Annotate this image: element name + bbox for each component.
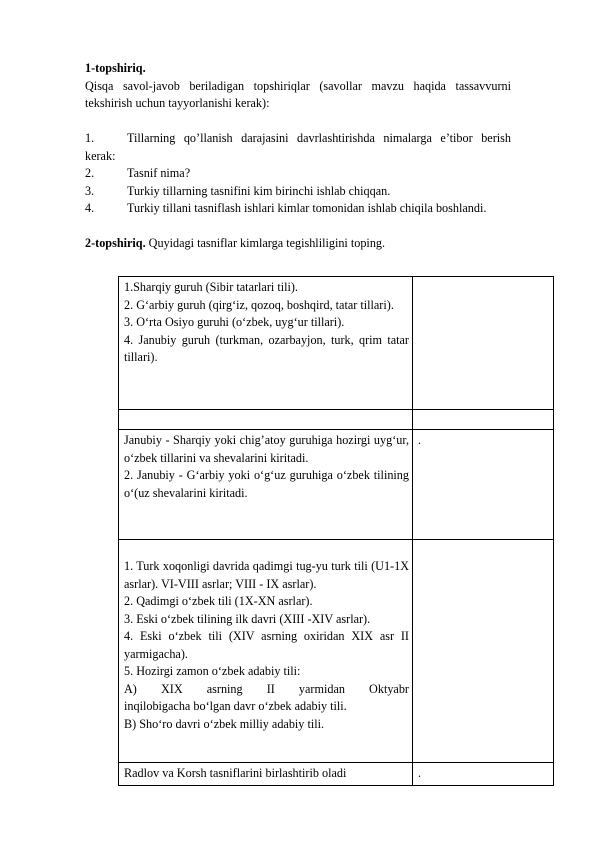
task2-line	[85, 235, 511, 253]
classification-line: inqilobigacha bo‘lgan davr o‘zbek adabiy tili.	[124, 699, 347, 713]
classification-line: B) Sho‘ro davri o‘zbek milliy adabiy tili.	[124, 716, 325, 731]
classification-line: Janubiy - Sharqiy yoki chig’atoy guruhiga hozirgi uyg‘ur, o‘zbek tillarini va shevalarini kiritadi.	[124, 433, 409, 465]
answer-cell[interactable]	[413, 410, 554, 430]
classification-line: 3. O‘rta Osiyo guruhi (o‘zbek, uyg‘ur tillari).	[124, 315, 345, 329]
classification-cell	[119, 540, 413, 763]
question-4	[85, 200, 511, 218]
question-number: 4.	[85, 201, 95, 215]
classification-line: A) XIX asrning II yarmidan Oktyabr	[124, 681, 409, 696]
question-1-continuation: kerak:	[85, 148, 116, 163]
document-page	[85, 60, 511, 253]
empty-cell	[119, 410, 413, 430]
table-row-5	[119, 763, 554, 786]
classification-line: 4. Janubiy guruh (turkman, ozarbayjon, turk, qrim tatar tillari).	[124, 332, 409, 364]
answer-cell[interactable]: .	[413, 763, 554, 786]
table-row-1	[119, 277, 554, 410]
question-number: 1.	[85, 131, 95, 145]
classification-line: 3. Eski o‘zbek tilining ilk davri (XIII -XIV asrlar).	[124, 611, 371, 626]
classification-line: 1.Sharqiy guruh (Sibir tatarlari tili).	[124, 280, 298, 294]
classification-line: 1. Turk xoqonligi davrida qadimgi tug-yu turk tili (U1-1X asrlar). VI-VIII asrlar; VIII - IX asrlar).	[124, 559, 409, 591]
question-text: Tasnif nima?	[127, 166, 191, 180]
question-text: Tillarning qo’llanish darajasini davrlashtirishda nimalarga e’tibor berish	[127, 131, 511, 145]
task2-text: Quyidagi tasniflar kimlarga tegishliligini toping.	[145, 236, 386, 250]
task2-heading: 2-topshiriq.	[85, 236, 146, 250]
question-number: 2.	[85, 166, 95, 180]
table-row-2	[119, 410, 554, 430]
question-2	[85, 165, 511, 183]
classification-cell	[119, 430, 413, 540]
question-text: Turkiy tillarning tasnifini kim birinchi ishlab chiqqan.	[127, 183, 391, 198]
table-row-4	[119, 540, 554, 763]
answer-cell[interactable]	[413, 540, 554, 763]
answer-cell[interactable]	[413, 277, 554, 410]
classification-cell	[119, 277, 413, 410]
classification-line: 4. Eski o‘zbek tili (XIV asrning oxiridan XIX asr II yarmigacha).	[124, 629, 409, 661]
classification-line: 2. Qadimgi o‘zbek tili (1X-XN asrlar).	[124, 594, 313, 608]
classification-cell: Radlov va Korsh tasniflarini birlashtirib oladi	[119, 763, 413, 786]
answer-cell[interactable]: .	[413, 430, 554, 540]
question-number: 3.	[85, 183, 95, 198]
classification-line: 2. G‘arbiy guruh (qirg‘iz, qozoq, boshqird, tatar tillari).	[124, 297, 394, 312]
classification-table	[118, 276, 554, 786]
classification-line: 5. Hozirgi zamon o‘zbek adabiy tili:	[124, 664, 301, 678]
task1-heading: 1-topshiriq.	[85, 61, 146, 75]
table-row-3	[119, 430, 554, 540]
classification-line: 2. Janubiy - G‘arbiy yoki o‘g‘uz guruhiga o‘zbek tilining o‘(uz shevalarini kiritadi.	[124, 468, 409, 500]
task1-intro: Qisqa savol-javob beriladigan topshiriqlar (savollar mavzu haqida tassavvurni tekshirish uchun tayyorlanishi kerak):	[85, 78, 511, 110]
question-3	[85, 183, 511, 201]
question-1	[85, 130, 511, 148]
question-text: Turkiy tillani tasniflash ishlari kimlar tomonidan ishlab chiqila boshlandi.	[127, 201, 487, 215]
